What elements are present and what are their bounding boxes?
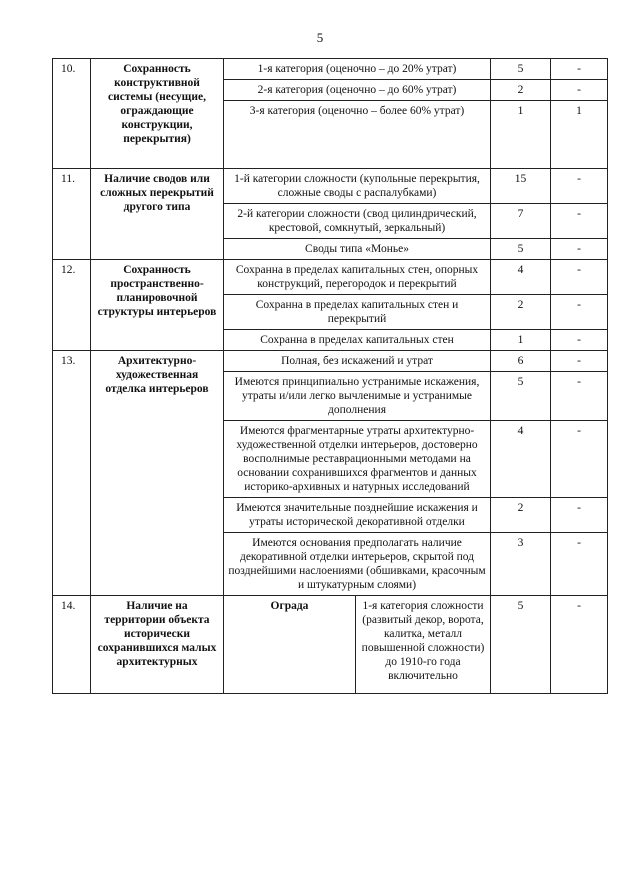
category-text: 2-я категория (оценочно – до 60% утрат)	[224, 80, 491, 101]
score-cell: 5	[491, 239, 551, 260]
table-row	[53, 596, 608, 694]
category-text: Сохранна в пределах капитальных стен, опорных конструкций, перегородок и перекрытий	[224, 260, 491, 295]
category-text: Сохранна в пределах капитальных стен и перекрытий	[224, 295, 491, 330]
row-number: 13.	[53, 351, 91, 596]
score-cell: 2	[491, 295, 551, 330]
row-number: 10.	[53, 59, 91, 169]
score-cell: 4	[491, 421, 551, 498]
sub-criterion: Ограда	[224, 596, 356, 694]
score-cell: 2	[491, 498, 551, 533]
extra-cell: -	[551, 533, 608, 596]
category-text: Имеются фрагментарные утраты архитектурно-художественной отделки интерьеров, достоверно восполнимые реставрационными методами на основании сохранившихся фрагментов и данных историко-архивных и натурных исследований	[224, 421, 491, 498]
criterion-name: Сохранность пространственно-планировочной структуры интерьеров	[91, 260, 224, 351]
score-cell: 5	[491, 596, 551, 694]
extra-cell: -	[551, 80, 608, 101]
category-text: 1-й категории сложности (купольные перекрытия, сложные своды с распалубками)	[224, 169, 491, 204]
score-cell: 3	[491, 533, 551, 596]
extra-cell: -	[551, 204, 608, 239]
category-text: Своды типа «Монье»	[224, 239, 491, 260]
criterion-name: Наличие сводов или сложных перекрытий другого типа	[91, 169, 224, 260]
score-cell: 6	[491, 351, 551, 372]
table-row	[53, 59, 608, 80]
extra-cell: -	[551, 330, 608, 351]
category-text: 1-я категория (оценочно – до 20% утрат)	[224, 59, 491, 80]
extra-cell: -	[551, 59, 608, 80]
category-text: 3-я категория (оценочно – более 60% утрат)	[224, 101, 491, 169]
criteria-table	[52, 58, 608, 694]
table-row	[53, 260, 608, 295]
category-text: Имеются значительные позднейшие искажения и утраты исторической декоративной отделки	[224, 498, 491, 533]
score-cell: 2	[491, 80, 551, 101]
table-row	[53, 169, 608, 204]
score-cell: 5	[491, 372, 551, 421]
criterion-name: Наличие на территории объекта исторически сохранившихся малых архитектурных	[91, 596, 224, 694]
extra-cell: -	[551, 239, 608, 260]
category-text: Имеются основания предполагать наличие декоративной отделки интерьеров, скрытой под позднейшими наслоениями (обшивками, красочным и штукатурным слоями)	[224, 533, 491, 596]
extra-cell: 1	[551, 101, 608, 169]
category-text: Имеются принципиально устранимые искажения, утраты и/или легко вычленимые и устранимые дополнения	[224, 372, 491, 421]
extra-cell: -	[551, 295, 608, 330]
extra-cell: -	[551, 260, 608, 295]
extra-cell: -	[551, 498, 608, 533]
extra-cell: -	[551, 351, 608, 372]
category-text: Сохранна в пределах капитальных стен	[224, 330, 491, 351]
score-cell: 1	[491, 330, 551, 351]
category-text: 2-й категории сложности (свод цилиндрический, крестовой, сомкнутый, зеркальный)	[224, 204, 491, 239]
score-cell: 4	[491, 260, 551, 295]
table-row	[53, 351, 608, 372]
criterion-name: Архитектурно-художественная отделка интерьеров	[91, 351, 224, 596]
category-text: Полная, без искажений и утрат	[224, 351, 491, 372]
row-number: 11.	[53, 169, 91, 260]
criterion-name: Сохранность конструктивной системы (несущие, ограждающие конструкции, перекрытия)	[91, 59, 224, 169]
extra-cell: -	[551, 169, 608, 204]
row-number: 14.	[53, 596, 91, 694]
category-text: 1-я категория сложности (развитый декор, ворота, калитка, металл повышенной сложности) до 1910-го года включительно	[356, 596, 491, 694]
score-cell: 5	[491, 59, 551, 80]
row-number: 12.	[53, 260, 91, 351]
score-cell: 15	[491, 169, 551, 204]
extra-cell: -	[551, 596, 608, 694]
extra-cell: -	[551, 421, 608, 498]
page-number: 5	[316, 30, 324, 45]
score-cell: 1	[491, 101, 551, 169]
score-cell: 7	[491, 204, 551, 239]
extra-cell: -	[551, 372, 608, 421]
